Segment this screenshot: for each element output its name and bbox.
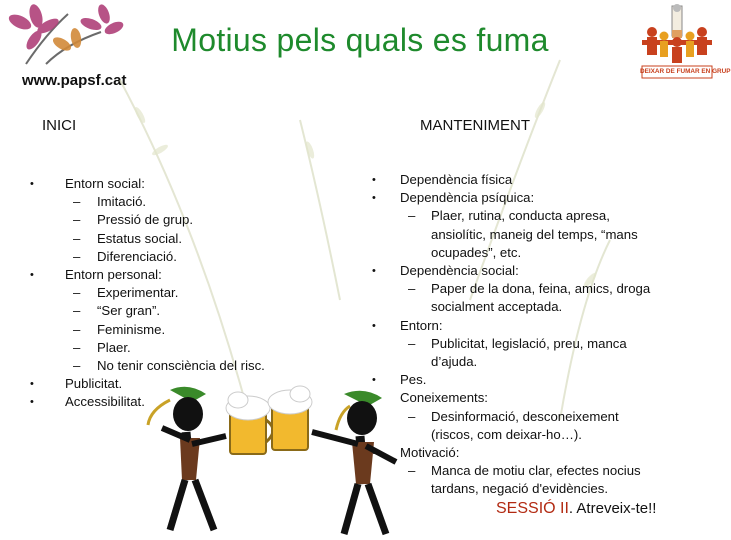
list-item: • Pes. [372,372,427,388]
sub-item: – Diferenciació. [73,248,177,264]
sessio-tagline: . Atreveix-te!! [568,500,657,517]
sub-item: – Estatus social. [73,230,183,246]
list-item: Motivació: [400,445,460,461]
sub-item-cont: ocupades”, etc. [431,244,522,260]
sessio-label: SESSIÓ II [496,500,569,517]
sub-item: – Paper de la dona, feina, amics, droga [408,281,651,297]
footer-sessio [496,500,656,518]
sub-item: – Imitació. [73,194,147,210]
sub-item: – “Ser gran”. [73,303,161,319]
inici-list [30,175,330,412]
list-item: • Dependència psíquica: [372,190,535,206]
list-item: • Entorn personal: [30,267,162,283]
sub-item: – Plaer, rutina, conducta apresa, [408,208,610,224]
manteniment-list [372,171,712,499]
deixar-de-fumar-logo-caption: DEIXAR DE FUMAR EN GRUP [640,68,731,75]
manteniment-heading: MANTENIMENT [420,117,530,134]
list-item: • Accessibilitat. [30,394,145,410]
sub-item: – Pressió de grup. [73,212,194,228]
inici-heading: INICI [42,117,77,134]
sub-item-cont: (riscos, com deixar-ho…). [431,426,582,442]
list-item: • Dependència social: [372,263,519,279]
sub-item-cont: tardans, negació d'evidències. [431,481,609,497]
list-item: • Entorn: [372,317,443,333]
page-title: Motius pels quals es fuma [171,22,549,58]
sub-item: – Desinformació, desconeixement [408,408,619,424]
sub-item: – No tenir consciència del risc. [73,358,265,374]
sub-item-cont: d’ajuda. [431,354,478,370]
sub-item-cont: socialment acceptada. [431,299,563,315]
list-item: • Entorn social: [30,176,145,191]
dancers-with-beer-illustration [140,380,410,540]
sub-item: – Publicitat, legislació, preu, manca [408,335,627,351]
sub-item: – Feminisme. [73,321,166,337]
sub-item: – Experimentar. [73,285,179,301]
sub-item: – Plaer. [73,339,131,355]
site-url: www.papsf.cat [22,72,127,89]
list-item: Coneixements: [400,390,488,406]
list-item: • Publicitat. [30,376,123,392]
list-item: • Dependència física [372,172,513,187]
sub-item-cont: ansiolític, maneig del temps, “mans [431,226,638,242]
sub-item: – Manca de motiu clar, efectes nocius [408,463,641,479]
